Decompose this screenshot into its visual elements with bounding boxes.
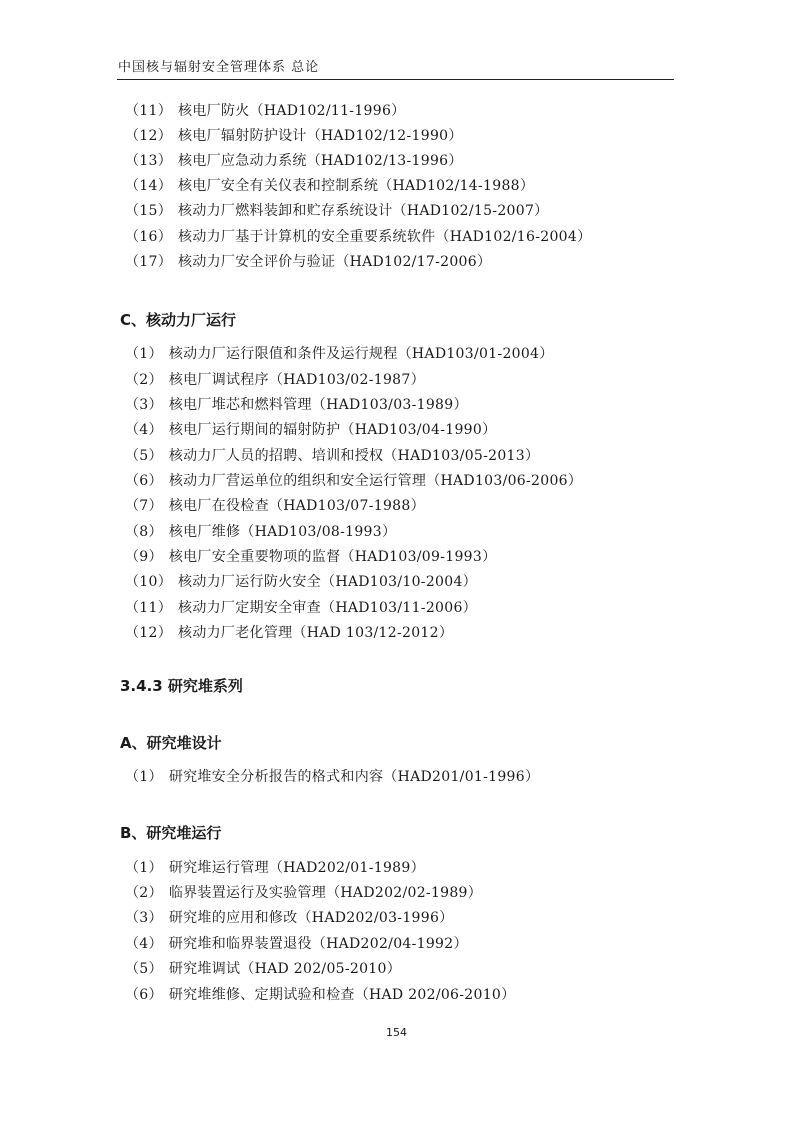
page-number: 154 — [386, 1026, 407, 1039]
list-item: （9） 核电厂安全重要物项的监督（HAD103/09-1993） — [125, 549, 497, 565]
section-heading-b: B、研究堆运行 — [120, 824, 222, 842]
section-heading-c: C、核动力厂运行 — [120, 311, 237, 329]
list-item: （11） 核电厂防火（HAD102/11-1996） — [125, 103, 406, 119]
list-item: （4） 核电厂运行期间的辐射防护（HAD103/04-1990） — [125, 422, 497, 438]
list-item: （6） 研究堆维修、定期试验和检查（HAD 202/06-2010） — [125, 987, 516, 1003]
section-heading-a: A、研究堆设计 — [120, 734, 222, 752]
list-item: （17） 核动力厂安全评价与验证（HAD102/17-2006） — [125, 254, 492, 270]
list-item: （5） 研究堆调试（HAD 202/05-2010） — [125, 961, 402, 977]
list-item: （5） 核动力厂人员的招聘、培训和授权（HAD103/05-2013） — [125, 448, 540, 464]
section-heading-343: 3.4.3 研究堆系列 — [120, 677, 243, 695]
list-item: （12） 核电厂辐射防护设计（HAD102/12-1990） — [125, 128, 463, 144]
list-item: （6） 核动力厂营运单位的组织和安全运行管理（HAD103/06-2006） — [125, 473, 583, 489]
list-item: （11） 核动力厂定期安全审查（HAD103/11-2006） — [125, 600, 477, 616]
list-item: （12） 核动力厂老化管理（HAD 103/12-2012） — [125, 625, 454, 641]
list-item: （4） 研究堆和临界装置退役（HAD202/04-1992） — [125, 936, 468, 952]
list-item: （16） 核动力厂基于计算机的安全重要系统软件（HAD102/16-2004） — [125, 229, 592, 245]
list-item: （7） 核电厂在役检查（HAD103/07-1988） — [125, 498, 425, 514]
list-item: （3） 研究堆的应用和修改（HAD202/03-1996） — [125, 910, 454, 926]
list-item: （10） 核动力厂运行防火安全（HAD103/10-2004） — [125, 574, 477, 590]
list-item: （1） 研究堆安全分析报告的格式和内容（HAD201/01-1996） — [125, 769, 540, 785]
list-item: （3） 核电厂堆芯和燃料管理（HAD103/03-1989） — [125, 397, 468, 413]
list-item: （15） 核动力厂燃料装卸和贮存系统设计（HAD102/15-2007） — [125, 203, 549, 219]
list-item: （1） 核动力厂运行限值和条件及运行规程（HAD103/01-2004） — [125, 346, 554, 362]
list-item: （2） 临界装置运行及实验管理（HAD202/02-1989） — [125, 885, 483, 901]
header-rule — [117, 79, 674, 80]
list-item: （14） 核电厂安全有关仪表和控制系统（HAD102/14-1988） — [125, 178, 535, 194]
list-item: （13） 核电厂应急动力系统（HAD102/13-1996） — [125, 153, 463, 169]
list-item: （2） 核电厂调试程序（HAD103/02-1987） — [125, 372, 425, 388]
list-item: （1） 研究堆运行管理（HAD202/01-1989） — [125, 860, 425, 876]
running-header: 中国核与辐射安全管理体系 总论 — [118, 60, 320, 75]
list-item: （8） 核电厂维修（HAD103/08-1993） — [125, 524, 397, 540]
